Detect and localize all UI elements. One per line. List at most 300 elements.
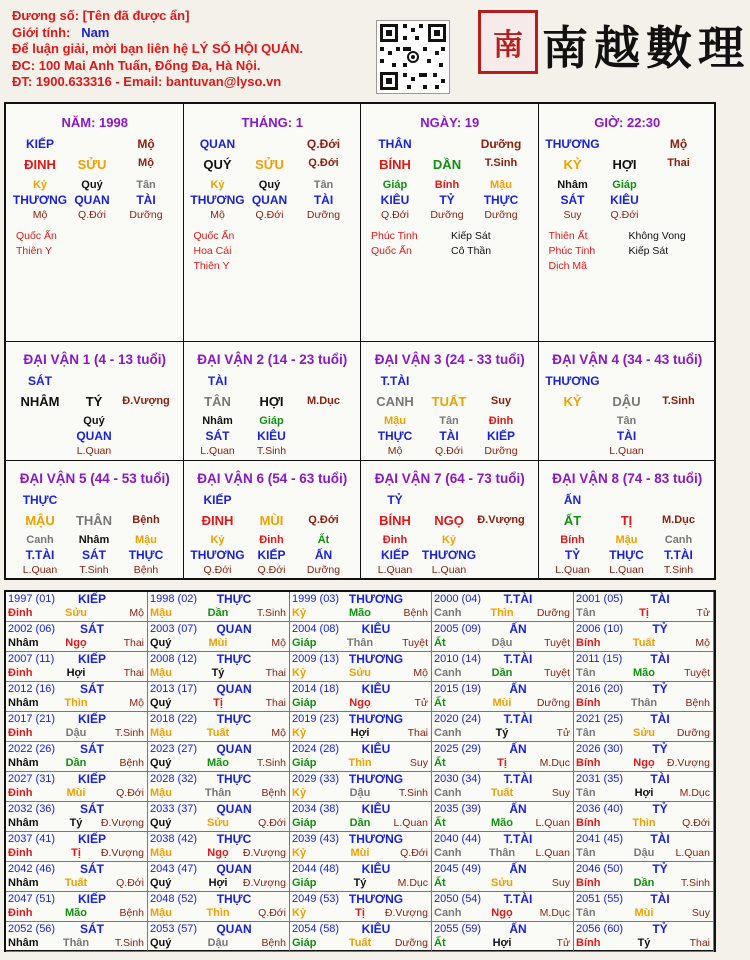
year-cell (6, 862, 148, 892)
year-branch: Hợi (208, 877, 228, 889)
year-phase: Dưỡng (536, 697, 570, 709)
year-label: 1998 (02) (150, 593, 198, 605)
year-stem: Mậu (150, 667, 172, 679)
pillar-title: NGÀY: 19 (420, 115, 480, 130)
year-stem: Mậu (150, 787, 172, 799)
dai-van-stem: CANH (376, 394, 414, 409)
year-cell (6, 682, 148, 712)
year-cell (290, 772, 432, 802)
year-label: 2054 (58) (292, 923, 340, 935)
year-label: 2021 (25) (576, 713, 624, 725)
contact-line: Để luận giải, mời bạn liên hệ LÝ SỐ HỘI QUÁN. (12, 41, 303, 56)
year-stem: Ất (434, 697, 446, 709)
year-star: QUAN (216, 922, 252, 936)
dai-van-branch: TUẤT (431, 394, 467, 409)
year-stem: Canh (434, 907, 462, 919)
year-label: 2010 (14) (434, 653, 482, 665)
hidden-star: TÀI (136, 193, 156, 207)
year-star: ẤN (509, 742, 527, 756)
hidden-stem: Kỷ (210, 179, 225, 191)
year-label: 2029 (33) (292, 773, 340, 785)
year-cell (290, 892, 432, 922)
dai-van-hidden-star: ẤN (314, 548, 333, 562)
shensha-right: Kiếp Sát (628, 245, 669, 257)
year-phase: Tuyệt (684, 667, 710, 679)
pillar-stem-branch: QUÝ (203, 157, 232, 172)
year-label: 2045 (49) (434, 863, 482, 875)
year-phase: Thai (265, 667, 286, 679)
hidden-stem: Quý (258, 179, 281, 191)
year-stem: Đinh (8, 787, 33, 799)
year-branch: Hợi (634, 787, 654, 799)
year-cell (290, 682, 432, 712)
pillar-stem-branch: Thai (667, 157, 690, 169)
dai-van-phase: Bệnh (132, 514, 160, 526)
year-star: QUAN (216, 682, 252, 696)
year-stem: Giáp (292, 757, 317, 769)
year-stem: Kỷ (292, 607, 307, 619)
year-phase: Thai (407, 727, 428, 739)
year-label: 2049 (53) (292, 893, 340, 905)
dai-van-stem: ĐINH (201, 513, 234, 528)
year-branch: Sửu (348, 667, 372, 679)
year-branch: Tuất (348, 937, 372, 949)
year-branch: Tý (69, 817, 83, 829)
year-cell (432, 802, 574, 832)
year-stem: Nhâm (8, 877, 39, 889)
year-branch: Tý (637, 937, 651, 949)
year-stem: Giáp (292, 937, 317, 949)
year-branch: Ngọ (207, 847, 229, 859)
pillar-title: NĂM: 1998 (61, 115, 128, 130)
year-label: 2034 (38) (292, 803, 340, 815)
year-phase: T.Sinh (256, 757, 286, 769)
year-stem: Kỷ (292, 727, 307, 739)
year-stem: Ất (434, 637, 446, 649)
year-star: TỶ (652, 742, 668, 756)
year-star: T.TÀI (503, 712, 533, 726)
year-label: 2001 (05) (576, 593, 624, 605)
year-branch: Sửu (206, 817, 230, 829)
year-phase: Tuyệt (544, 637, 570, 649)
year-label: 2022 (26) (8, 743, 56, 755)
year-phase: M.Dục (397, 877, 428, 889)
year-star: TỶ (652, 922, 668, 936)
dai-van-branch: MÙI (259, 513, 284, 528)
hidden-stem: Mậu (490, 179, 512, 191)
shensha-left: Quốc Ấn (16, 230, 57, 242)
dai-van-hidden-star: T.TÀI (664, 548, 693, 562)
year-stem: Kỷ (292, 847, 307, 859)
pillar-star: QUAN (199, 137, 236, 151)
year-phase: Thai (689, 937, 710, 949)
year-star: TÀI (650, 772, 670, 786)
year-phase: Q.Đới (116, 787, 144, 799)
year-star: TỶ (652, 622, 668, 636)
dai-van-hidden-phase: Q.Đới (203, 564, 232, 576)
dai-van-hidden-phase: Q.Đới (435, 445, 463, 457)
year-cell (148, 682, 290, 712)
year-star: THƯƠNG (348, 892, 404, 906)
pillar-stem-branch: KỶ (563, 157, 582, 172)
year-cell (148, 922, 290, 952)
pillar-cell (539, 104, 717, 342)
pillar-stem-branch: Q.Đới (308, 157, 339, 169)
year-label: 2000 (04) (434, 593, 482, 605)
dai-van-stem: TÂN (204, 394, 231, 409)
year-cell (290, 862, 432, 892)
dai-van-phase: Q.Đới (308, 514, 339, 526)
dai-van-hidden-stem: Mậu (615, 534, 638, 546)
year-label: 2006 (10) (576, 623, 624, 635)
year-label: 2055 (59) (434, 923, 482, 935)
year-branch: Dậu (633, 847, 655, 859)
year-branch: Mão (65, 907, 87, 919)
year-star: THƯƠNG (348, 592, 404, 606)
year-branch: Mão (349, 607, 371, 619)
dai-van-hidden-star: TỶ (564, 548, 581, 562)
year-phase: Tử (414, 697, 428, 709)
year-star: ẤN (509, 682, 527, 696)
year-cell (148, 832, 290, 862)
year-phase: Tử (556, 727, 570, 739)
year-stem: Quý (150, 697, 172, 709)
year-branch: Dậu (207, 937, 229, 949)
year-phase: Dưỡng (676, 727, 710, 739)
year-branch: Tị (355, 907, 365, 919)
dai-van-hidden-stem: Mậu (135, 534, 157, 546)
hidden-phase: Suy (563, 209, 582, 221)
brand-calligraphy: 南越數理 (542, 21, 750, 75)
year-stem: Tân (576, 847, 596, 859)
dai-van-hidden-stem: Quý (83, 415, 105, 427)
year-star: QUAN (216, 742, 252, 756)
year-star: KIẾP (77, 652, 107, 666)
year-phase: Mộ (271, 637, 286, 649)
brand-logo (478, 10, 750, 75)
year-label: 2056 (60) (576, 923, 624, 935)
year-branch: Mão (207, 757, 229, 769)
year-label: 2031 (35) (576, 773, 624, 785)
shensha-right: Cô Thần (451, 245, 492, 257)
year-stem: Mậu (150, 727, 172, 739)
year-stem: Kỷ (292, 787, 307, 799)
year-branch: Tuất (490, 787, 514, 799)
year-star: SÁT (80, 862, 104, 876)
year-cell (574, 622, 714, 652)
year-star: QUAN (216, 862, 252, 876)
year-branch: Dậu (349, 787, 371, 799)
hidden-phase: Dưỡng (306, 209, 341, 221)
year-branch: Thân (346, 637, 374, 649)
year-label: 2046 (50) (576, 863, 624, 875)
year-branch: Tuất (632, 637, 656, 649)
year-label: 2015 (19) (434, 683, 482, 695)
hidden-star: KIÊU (610, 193, 639, 207)
year-cell (574, 652, 714, 682)
seal-stamp: 南 (478, 10, 538, 74)
shensha-left: Thiên Y (16, 245, 52, 257)
hidden-phase: Dưỡng (430, 209, 464, 221)
hidden-phase: Q.Đới (381, 209, 409, 221)
year-phase: Đ.Vượng (242, 847, 286, 859)
year-stem: Mậu (150, 907, 172, 919)
year-label: 2019 (23) (292, 713, 340, 725)
shensha-left: Hoa Cái (193, 245, 232, 257)
year-cell (148, 892, 290, 922)
pillar-title: THÁNG: 1 (241, 115, 303, 130)
year-label: 2023 (27) (150, 743, 198, 755)
year-label: 2026 (30) (576, 743, 624, 755)
year-star: TÀI (650, 592, 670, 606)
year-cell (6, 622, 148, 652)
year-label: 2009 (13) (292, 653, 340, 665)
hidden-phase: Dưỡng (484, 209, 518, 221)
year-star: KIÊU (361, 742, 391, 756)
hidden-phase: Q.Đới (78, 209, 106, 221)
year-phase: L.Quan (675, 847, 710, 859)
year-cell (6, 712, 148, 742)
year-stem: Canh (434, 847, 462, 859)
dai-van-phase: Đ.Vượng (477, 514, 525, 526)
year-branch: Hợi (66, 667, 86, 679)
year-branch: Thân (62, 937, 90, 949)
dai-van-branch: NGỌ (434, 513, 464, 528)
year-cell (432, 652, 574, 682)
year-star: THƯƠNG (348, 772, 404, 786)
year-cell (148, 772, 290, 802)
year-phase: Q.Đới (400, 847, 428, 859)
hidden-stem: Tân (136, 179, 156, 191)
hidden-star: TỶ (439, 193, 455, 207)
year-stem: Canh (434, 727, 462, 739)
dai-van-hidden-star: SÁT (82, 548, 106, 562)
hidden-star: KIÊU (380, 193, 410, 207)
year-label: 2037 (41) (8, 833, 56, 845)
year-cell (574, 592, 714, 622)
year-cell (574, 922, 714, 952)
dai-van-title: ĐẠI VẬN 4 (34 - 43 tuổi) (552, 352, 703, 367)
year-cell (432, 862, 574, 892)
pillar-star: Q.Đới (306, 137, 341, 151)
year-branch: Ngọ (349, 697, 371, 709)
dai-van-star: KIẾP (203, 493, 232, 507)
hidden-phase: Mộ (210, 209, 225, 221)
dai-van-branch: TÝ (85, 394, 103, 409)
year-phase: Thai (123, 637, 144, 649)
hidden-star: TÀI (313, 193, 334, 207)
year-branch: Tị (213, 697, 223, 709)
year-stem: Đinh (8, 847, 33, 859)
dai-van-hidden-stem: Canh (26, 534, 54, 546)
year-stem: Tân (576, 667, 596, 679)
dai-van-hidden-phase: L.Quan (609, 564, 644, 576)
pillar-cell (6, 104, 184, 342)
year-star: THỰC (216, 712, 252, 726)
year-phase: Dưỡng (536, 607, 570, 619)
dai-van-cell (361, 342, 539, 461)
year-stem: Kỷ (292, 667, 307, 679)
year-label: 2039 (43) (292, 833, 340, 845)
shensha-left: Thiên Y (193, 260, 230, 272)
year-phase: Đ.Vượng (100, 817, 144, 829)
year-cell (574, 712, 714, 742)
year-star: TỶ (652, 802, 668, 816)
dai-van-hidden-star: KIẾP (380, 548, 410, 562)
year-branch: Hợi (350, 727, 370, 739)
year-star: KIẾP (77, 772, 107, 786)
pillar-star: Dưỡng (480, 137, 522, 151)
year-phase: T.Sinh (114, 727, 144, 739)
year-label: 2025 (29) (434, 743, 482, 755)
year-label: 2044 (48) (292, 863, 340, 875)
year-cell (432, 892, 574, 922)
year-stem: Giáp (292, 877, 317, 889)
year-phase: Đ.Vượng (666, 757, 710, 769)
dai-van-branch: HỢI (259, 394, 284, 409)
year-label: 2030 (34) (434, 773, 482, 785)
dai-van-hidden-stem: Ất (317, 534, 330, 546)
year-label: 2028 (32) (150, 773, 198, 785)
dai-van-hidden-phase: L.Quan (555, 564, 590, 576)
year-phase: Q.Đới (258, 817, 286, 829)
year-phase: T.Sinh (256, 607, 286, 619)
hidden-star: THƯƠNG (12, 193, 68, 207)
year-phase: Mộ (413, 667, 428, 679)
year-phase: Bệnh (403, 607, 428, 619)
dai-van-hidden-stem: Mậu (384, 415, 406, 427)
dai-van-cell (539, 461, 717, 580)
year-stem: Canh (434, 787, 462, 799)
year-label: 2004 (08) (292, 623, 340, 635)
year-phase: Thai (123, 667, 144, 679)
year-label: 2051 (55) (576, 893, 624, 905)
dai-van-phase: Suy (490, 395, 512, 407)
year-label: 2038 (42) (150, 833, 198, 845)
year-stem: Giáp (292, 817, 317, 829)
dai-van-hidden-phase: L.Quan (609, 445, 644, 457)
year-cell (574, 682, 714, 712)
year-star: QUAN (216, 622, 252, 636)
dai-van-hidden-star: KIẾP (257, 548, 286, 562)
year-stem: Tân (576, 727, 596, 739)
owner-line: Đương số: [Tên đã được ẩn] (12, 8, 190, 23)
hidden-stem: Giáp (382, 179, 408, 191)
year-phase: Bệnh (119, 757, 144, 769)
year-branch: Tuất (206, 727, 230, 739)
year-star: T.TÀI (503, 892, 533, 906)
year-phase: L.Quan (393, 817, 428, 829)
year-stem: Bính (576, 697, 601, 709)
year-label: 2053 (57) (150, 923, 198, 935)
year-stem: Quý (150, 817, 172, 829)
year-phase: Đ.Vượng (384, 907, 428, 919)
year-branch: Mùi (492, 697, 512, 709)
year-phase: Q.Đới (116, 877, 144, 889)
year-phase: Đ.Vượng (100, 847, 144, 859)
year-branch: Thân (630, 697, 658, 709)
dai-van-title: ĐẠI VẬN 7 (64 - 73 tuổi) (374, 471, 525, 486)
year-star: T.TÀI (503, 772, 533, 786)
hidden-stem: Giáp (612, 179, 637, 191)
shensha-right: Không Vong (628, 230, 686, 242)
year-phase: Q.Đới (258, 907, 286, 919)
year-branch: Tý (495, 727, 509, 739)
year-label: 2007 (11) (8, 653, 55, 665)
year-phase: Tử (696, 607, 710, 619)
year-cell (432, 592, 574, 622)
year-cell (148, 592, 290, 622)
year-label: 2050 (54) (434, 893, 482, 905)
year-star: TỶ (652, 682, 668, 696)
year-stem: Tân (576, 907, 596, 919)
year-star: KIÊU (361, 682, 391, 696)
year-cell (6, 652, 148, 682)
dai-van-hidden-phase: Mộ (387, 445, 403, 457)
gender-label: Giới tính: (12, 24, 71, 40)
year-stem: Mậu (150, 607, 172, 619)
dai-van-hidden-star: THƯƠNG (421, 548, 477, 562)
pillar-stem-branch: ĐINH (24, 157, 56, 172)
year-phase: M.Dục (539, 757, 570, 769)
dai-van-hidden-stem: Tân (439, 415, 459, 427)
year-cell (148, 622, 290, 652)
year-branch: Ngọ (491, 907, 513, 919)
dai-van-stem: ẤT (563, 513, 582, 528)
year-phase: Mộ (695, 637, 710, 649)
year-branch: Mùi (350, 847, 370, 859)
dai-van-hidden-star: QUAN (76, 429, 112, 443)
year-branch: Dậu (491, 637, 513, 649)
dai-van-stem: KỶ (563, 394, 582, 409)
year-label: 2032 (36) (8, 803, 56, 815)
year-phase: T.Sinh (114, 937, 144, 949)
year-branch: Sửu (64, 607, 88, 619)
shensha-left: Quốc Ấn (371, 245, 412, 257)
year-branch: Thìn (632, 817, 656, 829)
year-stem: Bính (576, 937, 601, 949)
year-cell (574, 892, 714, 922)
year-cell (148, 652, 290, 682)
year-label: 2016 (20) (576, 683, 624, 695)
year-star: KIẾP (77, 832, 107, 846)
year-star: THỰC (216, 772, 252, 786)
year-stem: Bính (576, 877, 601, 889)
hidden-phase: Q.Đới (255, 209, 284, 221)
year-cell (6, 592, 148, 622)
year-label: 2042 (46) (8, 863, 56, 875)
year-star: T.TÀI (503, 652, 533, 666)
dai-van-hidden-star: TÀI (439, 429, 459, 443)
shensha-left: Phúc Tinh (548, 245, 596, 257)
year-branch: Dần (349, 817, 371, 829)
dai-van-branch: DẬU (612, 394, 641, 409)
year-label: 2020 (24) (434, 713, 482, 725)
year-cell (6, 742, 148, 772)
dai-van-title: ĐẠI VẬN 6 (54 - 63 tuổi) (197, 471, 348, 486)
year-stem: Đinh (8, 727, 33, 739)
year-star: TỶ (652, 862, 668, 876)
year-label: 2041 (45) (576, 833, 624, 845)
year-label: 2017 (21) (8, 713, 56, 725)
year-star: THỰC (216, 652, 252, 666)
year-label: 2043 (47) (150, 863, 198, 875)
dai-van-cell (6, 342, 184, 461)
pillar-star: Mộ (137, 137, 155, 151)
year-branch: Dần (633, 877, 655, 889)
year-cell (574, 832, 714, 862)
year-stem: Ất (434, 757, 446, 769)
